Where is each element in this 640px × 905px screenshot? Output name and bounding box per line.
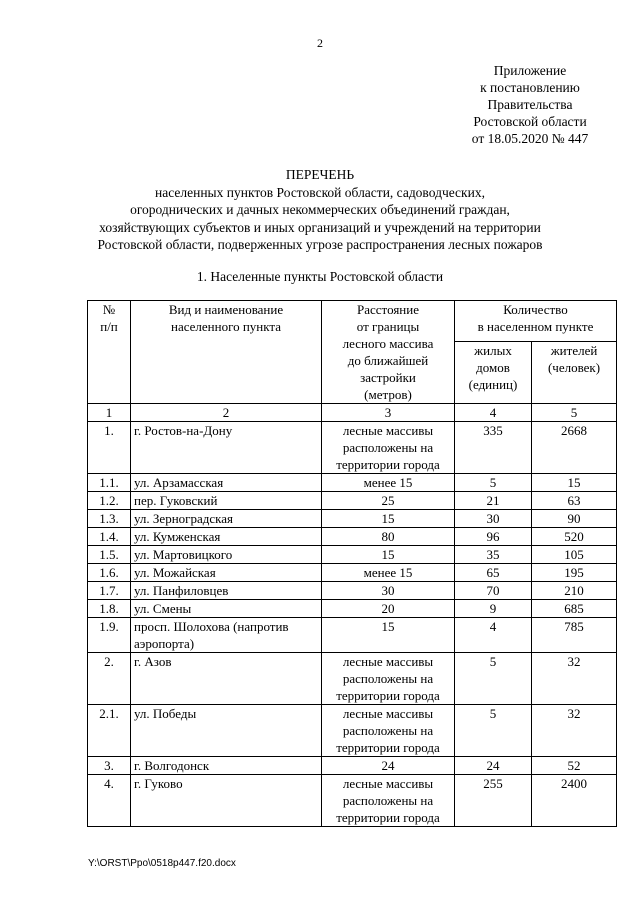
header-text: (метров)	[364, 387, 412, 402]
header-text: жилых	[474, 343, 512, 359]
header-text: п/п	[100, 319, 118, 334]
row-residents: 105	[532, 546, 617, 564]
table-row	[88, 757, 617, 775]
row-residents: 195	[532, 564, 617, 582]
header-text: от границы	[356, 319, 420, 334]
section-title: 1. Населенные пункты Ростовской области	[196, 269, 444, 284]
row-residents: 63	[532, 492, 617, 510]
row-num: 2.1.	[88, 705, 131, 757]
header-row	[88, 301, 617, 342]
row-name: г. Ростов-на-Дону	[131, 422, 322, 474]
row-houses: 5	[455, 705, 532, 757]
header-text: домов	[476, 360, 510, 376]
header-num	[88, 301, 131, 404]
row-houses: 21	[455, 492, 532, 510]
row-num: 1.2.	[88, 492, 131, 510]
header-text: Вид и наименование	[168, 302, 284, 317]
row-distance: 15	[322, 618, 455, 653]
row-distance: 24	[322, 757, 455, 775]
header-residents	[532, 342, 617, 404]
title-line: Ростовской области, подверженных угрозе распространения лесных пожаров	[97, 237, 543, 252]
column-number: 5	[532, 404, 617, 422]
header-text: застройки	[360, 370, 416, 385]
appendix-line: Правительства	[487, 97, 573, 112]
appendix-line: к постановлению	[480, 80, 580, 95]
row-name: ул. Арзамасская	[131, 474, 322, 492]
header-text: до ближайшей	[347, 353, 429, 368]
table-row	[88, 422, 617, 474]
title-line: населенных пунктов Ростовской области, садоводческих,	[155, 184, 485, 200]
row-name: г. Гуково	[131, 775, 322, 827]
appendix-block	[440, 62, 620, 147]
row-houses: 96	[455, 528, 532, 546]
row-houses: 24	[455, 757, 532, 775]
row-num: 3.	[88, 757, 131, 775]
row-distance: менее 15	[322, 564, 455, 582]
row-houses: 5	[455, 653, 532, 705]
row-residents: 685	[532, 600, 617, 618]
document-title	[0, 166, 640, 254]
row-distance: 25	[322, 492, 455, 510]
table-row	[88, 582, 617, 600]
row-distance: лесные массивы расположены на территории города	[322, 653, 455, 705]
row-residents: 90	[532, 510, 617, 528]
row-houses: 9	[455, 600, 532, 618]
row-residents: 210	[532, 582, 617, 600]
row-distance: лесные массивы расположены на территории города	[322, 775, 455, 827]
table-row	[88, 564, 617, 582]
table-row	[88, 600, 617, 618]
row-houses: 5	[455, 474, 532, 492]
row-name: просп. Шолохова (напротив аэропорта)	[131, 618, 322, 653]
appendix-line: от 18.05.2020 № 447	[471, 131, 589, 146]
row-distance: 15	[322, 546, 455, 564]
header-text: (человек)	[547, 360, 601, 376]
table-row	[88, 618, 617, 653]
row-num: 1.4.	[88, 528, 131, 546]
row-distance: 20	[322, 600, 455, 618]
row-name: ул. Панфиловцев	[131, 582, 322, 600]
row-distance: 15	[322, 510, 455, 528]
row-name: ул. Мартовицкого	[131, 546, 322, 564]
column-numbers-row	[88, 404, 617, 422]
row-name: ул. Можайская	[131, 564, 322, 582]
header-distance	[322, 301, 455, 404]
row-residents: 785	[532, 618, 617, 653]
row-num: 1.	[88, 422, 131, 474]
row-houses: 35	[455, 546, 532, 564]
header-text: (единиц)	[468, 377, 518, 393]
row-houses: 255	[455, 775, 532, 827]
row-distance: 30	[322, 582, 455, 600]
column-number: 4	[455, 404, 532, 422]
page-number: 2	[317, 36, 323, 50]
row-residents: 32	[532, 705, 617, 757]
header-text: в населенном пункте	[477, 319, 594, 334]
file-path-footer: Y:\ORST\Ppo\0518p447.f20.docx	[88, 858, 236, 869]
header-text: Количество	[503, 302, 568, 317]
column-number: 1	[88, 404, 131, 422]
title-line: хозяйствующих субъектов и иных организаций и учреждений на территории	[99, 219, 541, 235]
row-name: г. Азов	[131, 653, 322, 705]
appendix-line: Приложение	[493, 63, 567, 78]
table-row	[88, 474, 617, 492]
row-distance: лесные массивы расположены на территории города	[322, 422, 455, 474]
row-residents: 2668	[532, 422, 617, 474]
row-residents: 15	[532, 474, 617, 492]
settlements-table	[87, 300, 617, 827]
header-text: жителей	[550, 343, 598, 359]
header-name	[131, 301, 322, 404]
row-residents: 32	[532, 653, 617, 705]
row-distance: менее 15	[322, 474, 455, 492]
header-houses	[455, 342, 532, 404]
table-row	[88, 653, 617, 705]
header-text: №	[102, 302, 116, 317]
header-text: Расстояние	[357, 302, 419, 317]
row-num: 1.7.	[88, 582, 131, 600]
title-heading: ПЕРЕЧЕНЬ	[285, 167, 355, 182]
row-residents: 52	[532, 757, 617, 775]
row-houses: 65	[455, 564, 532, 582]
header-text: населенного пункта	[170, 319, 282, 334]
table-row	[88, 546, 617, 564]
row-num: 4.	[88, 775, 131, 827]
row-num: 1.8.	[88, 600, 131, 618]
table-row	[88, 510, 617, 528]
column-number: 2	[131, 404, 322, 422]
row-houses: 4	[455, 618, 532, 653]
table-row	[88, 705, 617, 757]
row-distance: 80	[322, 528, 455, 546]
table-row	[88, 492, 617, 510]
row-houses: 335	[455, 422, 532, 474]
row-num: 1.6.	[88, 564, 131, 582]
row-num: 1.3.	[88, 510, 131, 528]
row-num: 1.9.	[88, 618, 131, 653]
appendix-line: Ростовской области	[473, 114, 587, 129]
row-num: 2.	[88, 653, 131, 705]
row-distance: лесные массивы расположены на территории города	[322, 705, 455, 757]
title-line: огороднических и дачных некоммерческих объединений граждан,	[130, 202, 510, 217]
header-quantity	[455, 301, 617, 342]
table-row	[88, 528, 617, 546]
row-residents: 520	[532, 528, 617, 546]
row-name: ул. Победы	[131, 705, 322, 757]
row-houses: 70	[455, 582, 532, 600]
row-num: 1.1.	[88, 474, 131, 492]
row-residents: 2400	[532, 775, 617, 827]
column-number: 3	[322, 404, 455, 422]
row-name: г. Волгодонск	[131, 757, 322, 775]
row-name: ул. Зерноградская	[131, 510, 322, 528]
header-text: лесного массива	[342, 336, 434, 351]
row-name: ул. Кумженская	[131, 528, 322, 546]
row-name: ул. Смены	[131, 600, 322, 618]
row-houses: 30	[455, 510, 532, 528]
table-row	[88, 775, 617, 827]
row-num: 1.5.	[88, 546, 131, 564]
row-name: пер. Гуковский	[131, 492, 322, 510]
